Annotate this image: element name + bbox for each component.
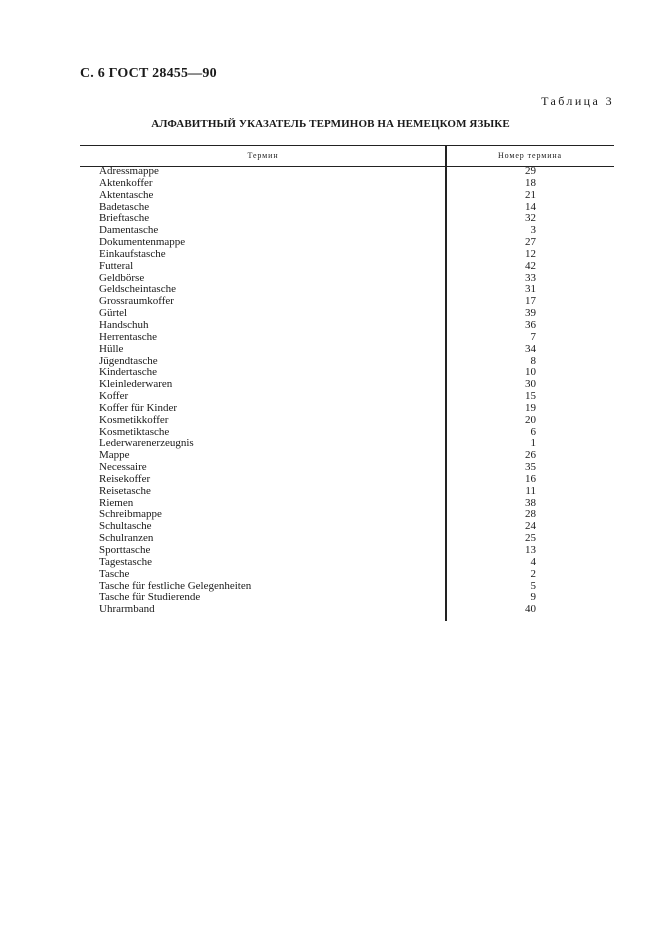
term-cell: Herrentasche	[99, 330, 158, 343]
table-body	[80, 166, 614, 616]
term-cell: Geldscheintasche	[99, 283, 176, 296]
term-number-cell: 19	[525, 401, 536, 414]
term-cell: Aktentasche	[99, 188, 154, 201]
term-number-cell: 3	[530, 224, 536, 237]
term-number-cell: 17	[525, 295, 536, 308]
term-cell: Badetasche	[99, 200, 150, 213]
term-cell: Koffer für Kinder	[99, 401, 177, 414]
term-cell: Mappe	[99, 449, 130, 462]
table-row	[80, 569, 614, 581]
term-cell: Adressmappe	[99, 165, 159, 177]
table-row	[80, 178, 614, 190]
terms-index-table	[80, 145, 614, 616]
term-number-cell: 18	[525, 176, 536, 189]
term-cell: Reisekoffer	[99, 472, 151, 485]
term-number-cell: 38	[525, 496, 536, 509]
term-cell: Tagestasche	[99, 555, 152, 568]
term-number-cell: 33	[525, 271, 536, 284]
term-number-cell: 1	[530, 437, 536, 450]
term-number-cell: 39	[525, 307, 536, 320]
term-cell: Kleinlederwaren	[99, 378, 173, 391]
column-header-term: Термин	[247, 151, 279, 160]
table-row	[80, 249, 614, 261]
term-cell: Schulranzen	[99, 532, 154, 545]
table-row	[80, 474, 614, 486]
term-number-cell: 31	[525, 283, 536, 296]
term-number-cell: 2	[530, 567, 536, 580]
term-number-cell: 24	[525, 520, 536, 533]
term-number-cell: 34	[525, 342, 536, 355]
term-cell: Uhrarmband	[99, 603, 155, 616]
term-number-cell: 11	[525, 484, 536, 497]
term-cell: Koffer	[99, 390, 129, 403]
term-number-cell: 40	[525, 603, 536, 616]
term-cell: Reisetasche	[99, 484, 151, 497]
term-cell: Handschuh	[99, 318, 149, 331]
term-cell: Lederwarenerzeugnis	[99, 437, 194, 450]
term-number-cell: 13	[525, 544, 536, 556]
term-cell: Schultasche	[99, 520, 152, 533]
table-row	[80, 403, 614, 415]
table-row	[80, 486, 614, 498]
term-number-cell: 29	[525, 165, 536, 177]
column-header-number: Номер термина	[497, 151, 563, 160]
table-label: Таблица 3	[541, 94, 614, 108]
term-cell: Jügendtasche	[99, 354, 158, 367]
term-cell: Hülle	[99, 342, 124, 355]
table-row	[80, 557, 614, 569]
term-number-cell: 25	[525, 532, 536, 545]
term-number-cell: 36	[525, 318, 536, 331]
term-number-cell: 8	[530, 354, 536, 367]
term-number-cell: 28	[525, 508, 536, 521]
term-number-cell: 26	[525, 449, 536, 462]
term-number-cell: 10	[525, 366, 536, 379]
term-cell: Tasche für festliche Gelegenheiten	[99, 579, 252, 592]
term-cell: Geldbörse	[99, 271, 145, 284]
term-cell: Riemen	[99, 496, 134, 509]
term-cell: Schreibmappe	[99, 508, 162, 521]
term-number-cell: 4	[530, 555, 536, 568]
term-cell: Aktenkoffer	[99, 176, 153, 189]
table-header-row	[80, 145, 614, 167]
term-number-cell: 35	[525, 461, 536, 474]
term-cell: Gürtel	[99, 307, 128, 320]
term-cell: Tasche für Studierende	[99, 591, 201, 604]
table-row	[80, 344, 614, 356]
table-row	[80, 415, 614, 427]
term-cell: Damentasche	[99, 224, 159, 237]
term-cell: Kosmetikkoffer	[99, 413, 169, 426]
table-row	[80, 332, 614, 344]
term-number-cell: 20	[525, 413, 536, 426]
term-number-cell: 16	[525, 472, 536, 485]
term-cell: Tasche	[99, 567, 130, 580]
term-number-cell: 15	[525, 390, 536, 403]
term-cell: Kosmetiktasche	[99, 425, 170, 438]
table-row	[80, 604, 614, 616]
table-row	[80, 261, 614, 273]
term-number-cell: 27	[525, 236, 536, 249]
table-title: АЛФАВИТНЫЙ УКАЗАТЕЛЬ ТЕРМИНОВ НА НЕМЕЦКОМ ЯЗЫКЕ	[151, 118, 510, 130]
term-cell: Futteral	[99, 259, 134, 272]
term-number-cell: 21	[525, 188, 536, 201]
term-number-cell: 42	[525, 259, 536, 272]
term-number-cell: 7	[530, 330, 536, 343]
term-cell: Brieftasche	[99, 212, 150, 225]
term-cell: Grossraumkoffer	[99, 295, 174, 308]
term-cell: Einkaufstasche	[99, 247, 166, 260]
term-number-cell: 5	[530, 579, 536, 592]
term-number-cell: 30	[525, 378, 536, 391]
page-header: С. 6 ГОСТ 28455—90	[80, 66, 217, 81]
term-number-cell: 14	[525, 200, 536, 213]
term-cell: Necessaire	[99, 461, 147, 474]
term-number-cell: 12	[525, 247, 536, 260]
table-row	[80, 190, 614, 202]
term-cell: Kindertasche	[99, 366, 158, 379]
term-number-cell: 32	[525, 212, 536, 225]
term-cell: Dokumentenmappe	[99, 236, 186, 249]
term-number-cell: 6	[530, 425, 536, 438]
term-cell: Sporttasche	[99, 544, 151, 556]
term-number-cell: 9	[530, 591, 536, 604]
